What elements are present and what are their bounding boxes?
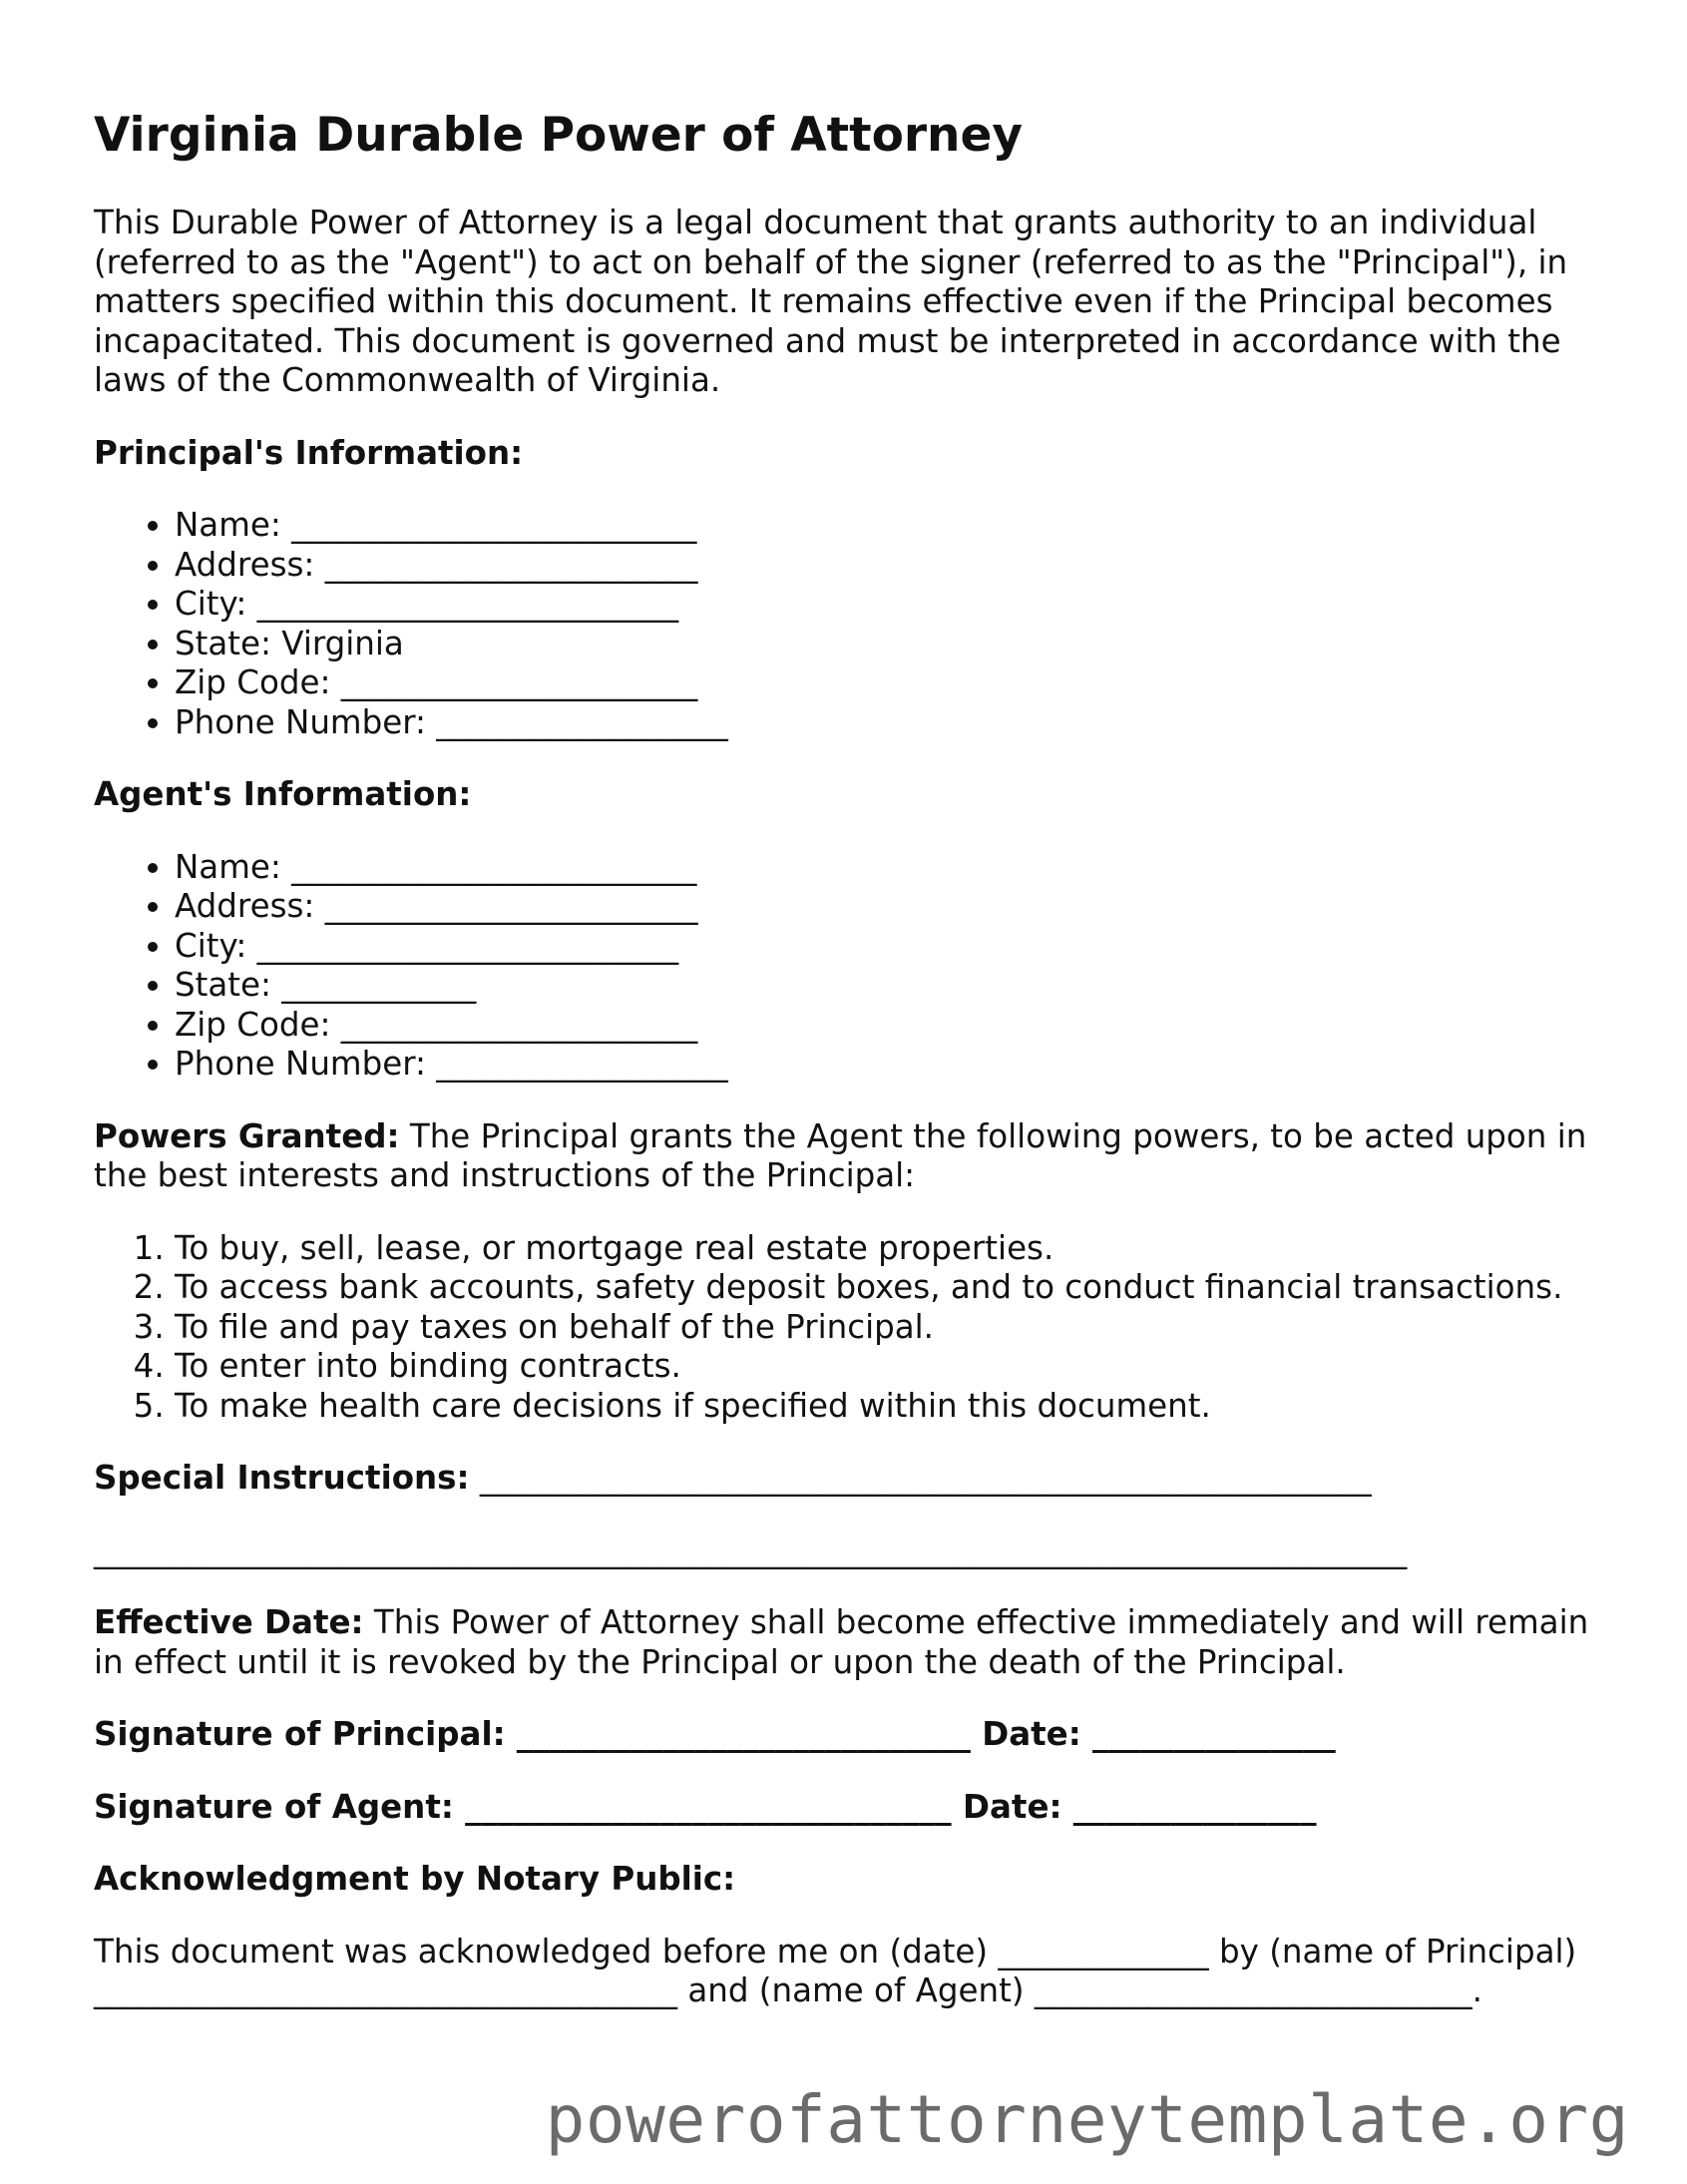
agent-phone-field[interactable]: • Phone Number: __________________ bbox=[175, 1045, 1610, 1085]
agent-signature-blank: ______________________________ bbox=[453, 1787, 963, 1826]
agent-zip-field[interactable]: • Zip Code: ______________________ bbox=[175, 1006, 1610, 1046]
power-item-4: 4. To enter into binding contracts. bbox=[175, 1347, 1610, 1387]
document-page bbox=[94, 108, 1610, 2044]
agent-state-field[interactable]: • State: ____________ bbox=[175, 966, 1610, 1006]
principal-signature-label: Signature of Principal: bbox=[94, 1715, 506, 1753]
power-item-1: 1. To buy, sell, lease, or mortgage real estate properties. bbox=[175, 1229, 1610, 1269]
principal-info-heading: Principal's Information: bbox=[94, 433, 524, 472]
document-title: Virginia Durable Power of Attorney bbox=[94, 108, 1024, 163]
power-item-5: 5. To make health care decisions if specified within this document. bbox=[175, 1387, 1610, 1427]
agent-address-field[interactable]: • Address: _______________________ bbox=[175, 887, 1610, 927]
notary-paragraph[interactable]: This document was acknowledged before me on (date) _____________ by (name of Principal) ____________________________________ and (name of Agent) ___________________________. bbox=[94, 1932, 1577, 2009]
principal-date-blank: _______________ bbox=[1080, 1715, 1336, 1753]
principal-date-label: Date: bbox=[982, 1715, 1081, 1753]
principal-city-field[interactable]: • City: __________________________ bbox=[175, 585, 1610, 625]
special-instructions-line-1[interactable] bbox=[94, 1459, 1610, 1499]
special-instructions-line-2[interactable]: _________________________________________________________________________________ bbox=[94, 1530, 1408, 1569]
agent-date-blank: _______________ bbox=[1061, 1787, 1317, 1826]
power-item-2: 2. To access bank accounts, safety deposit boxes, and to conduct financial transactions. bbox=[175, 1268, 1610, 1308]
principal-name-field[interactable]: • Name: _________________________ bbox=[175, 506, 1610, 546]
powers-granted-label: Powers Granted: bbox=[94, 1116, 400, 1155]
powers-list bbox=[94, 1229, 1610, 1427]
special-instructions-label: Special Instructions: bbox=[94, 1459, 470, 1497]
special-instructions-blank: _______________________________________________________ bbox=[469, 1459, 1372, 1497]
agent-signature-line[interactable] bbox=[94, 1788, 1610, 1828]
powers-granted-text: The Principal grants the Agent the following powers, to be acted upon in the best interests and instructions of the Principal: bbox=[94, 1116, 1587, 1194]
power-item-3: 3. To file and pay taxes on behalf of the Principal. bbox=[175, 1308, 1610, 1348]
principal-signature-blank: ____________________________ bbox=[505, 1715, 983, 1753]
agent-info-heading: Agent's Information: bbox=[94, 775, 472, 813]
agent-signature-label: Signature of Agent: bbox=[94, 1787, 454, 1826]
agent-date-label: Date: bbox=[963, 1787, 1062, 1826]
notary-heading: Acknowledgment by Notary Public: bbox=[94, 1860, 736, 1898]
powers-granted-paragraph bbox=[94, 1117, 1610, 1196]
agent-info-list bbox=[94, 848, 1610, 1085]
principal-address-field[interactable]: • Address: _______________________ bbox=[175, 546, 1610, 586]
principal-info-list bbox=[94, 506, 1610, 742]
principal-phone-field[interactable]: • Phone Number: __________________ bbox=[175, 703, 1610, 743]
intro-paragraph: This Durable Power of Attorney is a legal document that grants authority to an individual (referred to as the "Agent") to act on behalf of the signer (referred to as the "Principal"), in matters specified within this document. It remains effective even if the Principal becomes incapacitated. This document is governed and must be interpreted in accordance with the laws of the Commonwealth of Virginia. bbox=[94, 204, 1568, 399]
principal-zip-field[interactable]: • Zip Code: ______________________ bbox=[175, 663, 1610, 703]
effective-date-paragraph bbox=[94, 1603, 1610, 1682]
effective-date-label: Effective Date: bbox=[94, 1603, 364, 1641]
principal-state-field: • State: Virginia bbox=[175, 625, 1610, 664]
effective-date-text: This Power of Attorney shall become effective immediately and will remain in effect until it is revoked by the Principal or upon the death of the Principal. bbox=[94, 1603, 1589, 1681]
principal-signature-line[interactable] bbox=[94, 1715, 1610, 1755]
agent-name-field[interactable]: • Name: _________________________ bbox=[175, 848, 1610, 888]
agent-city-field[interactable]: • City: __________________________ bbox=[175, 927, 1610, 967]
site-watermark: powerofattorneytemplate.org bbox=[545, 2081, 1629, 2158]
